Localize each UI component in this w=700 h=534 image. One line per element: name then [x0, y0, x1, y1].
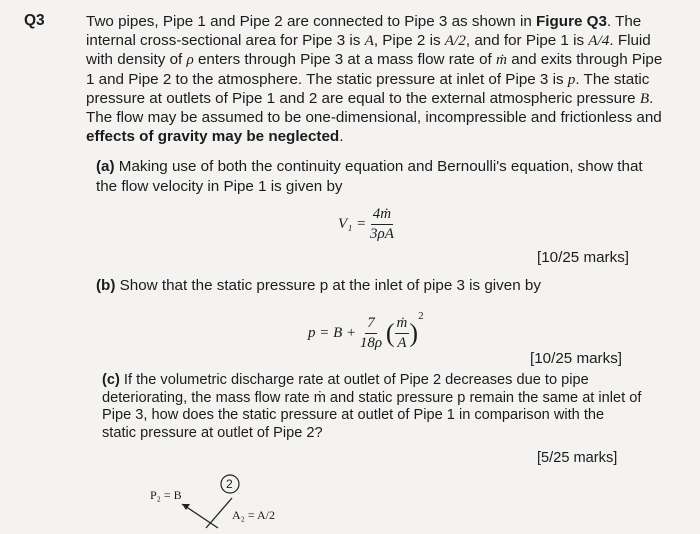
part-c-label: (c)	[102, 372, 120, 388]
question-intro: Two pipes, Pipe 1 and Pipe 2 are connected to Pipe 3 as shown in Figure Q3. The internal cross-sectional area for Pipe 3 is A, Pipe 2 is A/2, and for Pipe 1 is A/4. Fluid with density of ρ enters through Pipe 3 at a mass flow rate of ṁ and exits through Pipe 1 and Pipe 2 to the atmosphere. The static pressure at inlet of Pipe 3 is p. The static pressure at outlets of Pipe 1 and 2 are equal to the external atmospheric pressure B. The flow may be assumed to be one-dimensional, incompressible and frictionless and effects of gravity may be neglected.	[86, 13, 663, 146]
part-c	[102, 372, 642, 442]
figure-reference: Figure Q3	[536, 13, 607, 30]
part-c-marks: [5/25 marks]	[537, 450, 618, 466]
p2-label: P₂ = B	[150, 488, 182, 502]
part-a-text: Making use of both the continuity equation and Bernoulli's equation, show that the flow velocity in Pipe 1 is given by	[96, 158, 643, 195]
part-a-label: (a)	[96, 158, 115, 175]
question-number: Q3	[24, 12, 45, 29]
equation-pressure: p = B + $\frac{7}{18\rho}$ ( $\frac{\text{ṁ}}{A}$ )$^2$	[308, 310, 424, 352]
part-b-text: Show that the static pressure p at the inlet of pipe 3 is given by	[119, 277, 541, 294]
part-b	[96, 276, 656, 296]
figure-q3-fragment	[140, 470, 340, 529]
pipe-wall-line	[206, 498, 232, 528]
part-a-marks: [10/25 marks]	[537, 249, 630, 266]
a2-label: A₂ = A/2	[232, 508, 275, 522]
pipe-number: 2	[226, 477, 233, 491]
part-c-text: If the volumetric discharge rate at outlet of Pipe 2 decreases due to pipe deteriorating, the mass flow rate ṁ and static pressure p remain the same at inlet of Pipe 3, how does the static pressure at outlet of Pipe 1 in comparison with the static pressure at outlet of Pipe 2?	[102, 372, 642, 441]
part-b-marks: [10/25 marks]	[530, 350, 623, 367]
part-a	[96, 157, 656, 196]
equation-pressure-ratio: $\frac{\text{ṁ}}{A}$	[396, 315, 408, 352]
equation-pressure-coefficient: $\frac{7}{18\rho}$	[359, 315, 383, 352]
equation-v1: V₁ = $\frac{\text{4ṁ}}{3\rho A}$	[338, 206, 394, 242]
part-b-label: (b)	[96, 277, 116, 294]
equation-v1-fraction: $\frac{\text{4ṁ}}{3\rho A}$	[370, 206, 394, 242]
gravity-note: effects of gravity may be neglected	[86, 128, 340, 146]
